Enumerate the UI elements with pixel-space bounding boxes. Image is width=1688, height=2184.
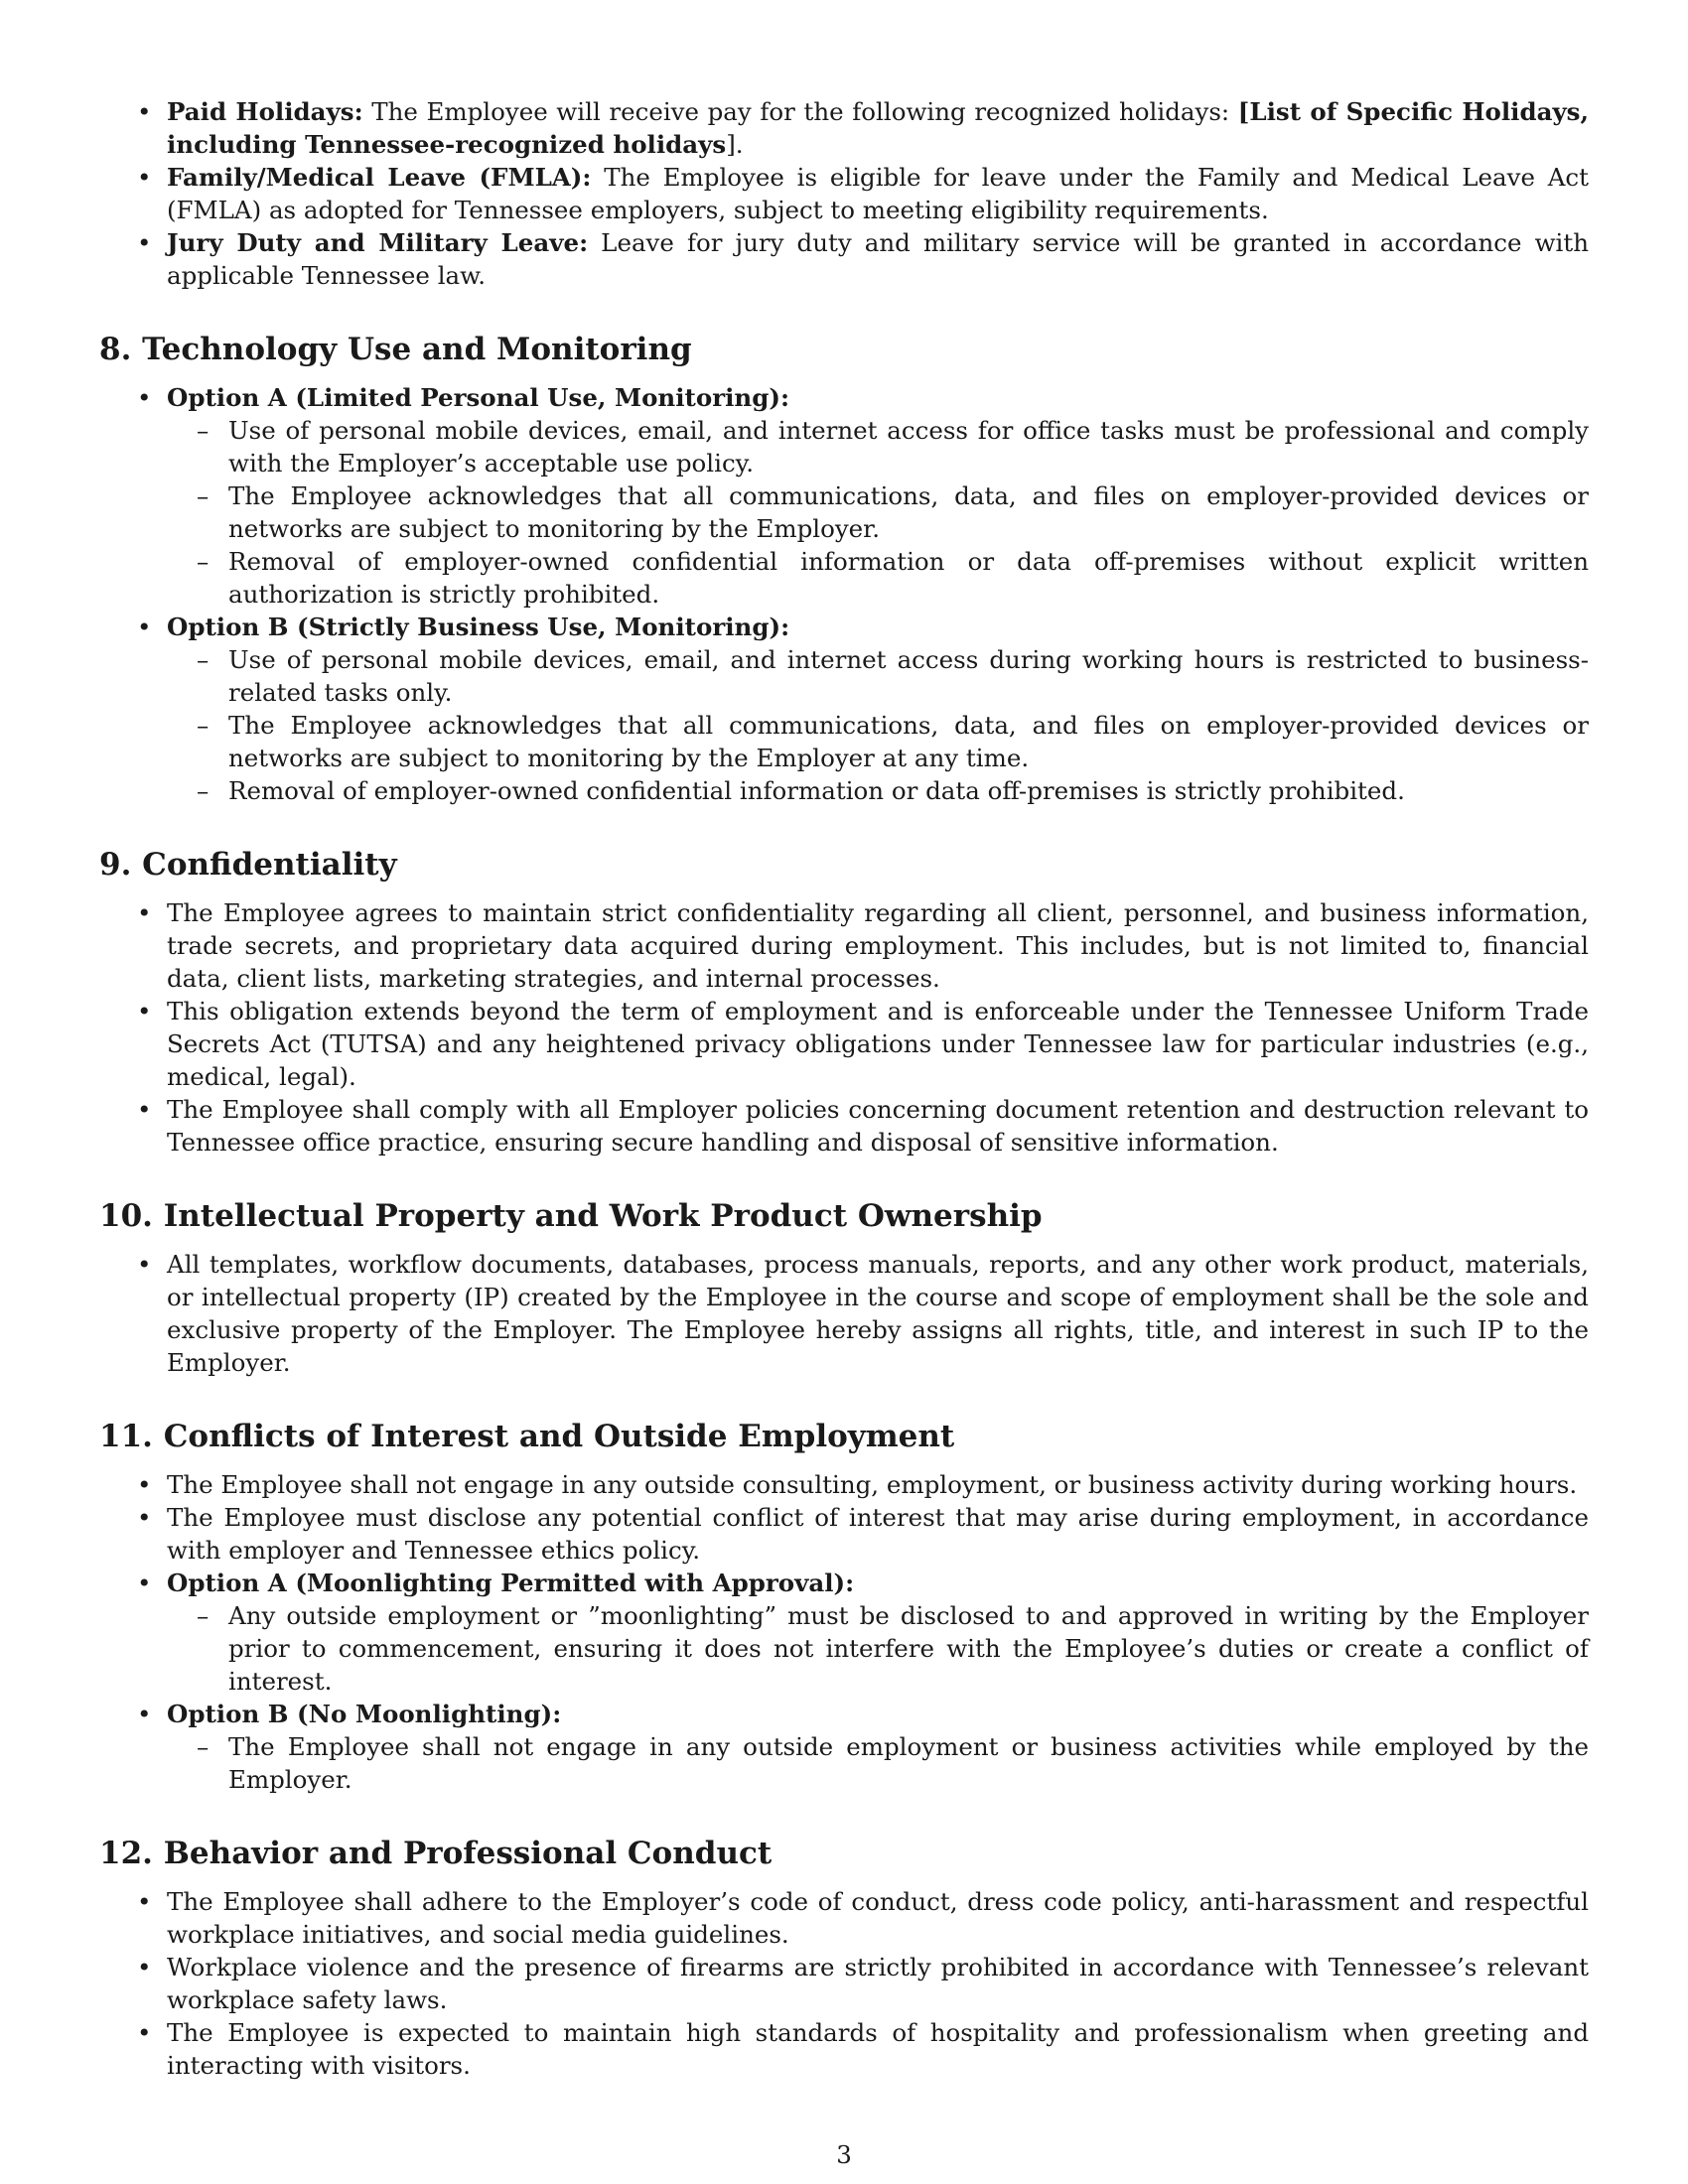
list-item: • The Employee shall comply with all Employer policies concerning document retention and destruction relevant to Tennessee office practice, ensuring secure handling and disposal of sensitive information.	[99, 1093, 1589, 1159]
list-item-s8-option-b	[99, 611, 1589, 807]
jury-label: Jury Duty and Military Leave:	[167, 228, 589, 257]
s11-option-a-sublist	[167, 1599, 1589, 1698]
s11-option-a-label: Option A (Moonlighting Permitted with Approval):	[167, 1569, 855, 1597]
section-8-list	[99, 381, 1589, 807]
list-item: • The Employee shall adhere to the Employer’s code of conduct, dress code policy, anti-harassment and respectful workplace initiatives, and social media guidelines.	[99, 1885, 1589, 1951]
section-12-list	[99, 1885, 1589, 2082]
list-item: – Removal of employer-owned confidential information or data off-premises is strictly prohibited.	[167, 774, 1589, 807]
list-item: • All templates, workflow documents, databases, process manuals, reports, and any other work product, materials, or intellectual property (IP) created by the Employee in the course and scope of employment shall be the sole and exclusive property of the Employer. The Employee hereby assigns all rights, title, and interest in such IP to the Employer.	[99, 1248, 1589, 1379]
list-item-s11-option-a	[99, 1567, 1589, 1698]
fmla-text: The Employee is eligible for leave under the Family and Medical Leave Act (FMLA) as adopted for Tennessee employers, subject to meeting eligibility requirements.	[167, 163, 1590, 224]
paid-holidays-label: Paid Holidays:	[167, 97, 363, 126]
leave-list	[99, 95, 1589, 292]
paid-holidays-placeholder: List of Specific Holidays, including Tennessee-recognized holidays	[167, 97, 1590, 159]
s11-option-b-sublist	[167, 1730, 1589, 1796]
section-8-heading: 8. Technology Use and Monitoring	[99, 332, 692, 367]
document-page	[99, 95, 1589, 2082]
list-item: – Any outside employment or ”moonlighting” must be disclosed to and approved in writing by the Employer prior to commencement, ensuring it does not interfere with the Employee’s duties or create a conflict of interest.	[167, 1599, 1589, 1698]
list-item: – The Employee acknowledges that all communications, data, and files on employer-provided devices or networks are subject to monitoring by the Employer.	[167, 479, 1589, 545]
paid-holidays-bracket-close: ].	[726, 130, 744, 159]
section-10-heading: 10. Intellectual Property and Work Product Ownership	[99, 1198, 1043, 1234]
list-item: • The Employee is expected to maintain high standards of hospitality and professionalism when greeting and interacting with visitors.	[99, 2016, 1589, 2082]
list-item: – Use of personal mobile devices, email, and internet access for office tasks must be professional and comply with the Employer’s acceptable use policy.	[167, 414, 1589, 479]
s8-option-b-label: Option B (Strictly Business Use, Monitoring):	[167, 613, 790, 641]
list-item: – The Employee shall not engage in any outside employment or business activities while employed by the Employer.	[167, 1730, 1589, 1796]
list-item-fmla	[99, 161, 1589, 226]
section-10-list	[99, 1248, 1589, 1379]
s11-option-b-label: Option B (No Moonlighting):	[167, 1700, 562, 1728]
list-item: • The Employee shall not engage in any outside consulting, employment, or business activity during working hours.	[99, 1468, 1589, 1501]
jury-text: Leave for jury duty and military service will be granted in accordance with applicable Tennessee law.	[167, 228, 1590, 290]
list-item-s11-option-b	[99, 1698, 1589, 1796]
section-11-list	[99, 1468, 1589, 1796]
list-item: – Removal of employer-owned confidential information or data off-premises without explicit written authorization is strictly prohibited.	[167, 545, 1589, 611]
list-item: – Use of personal mobile devices, email, and internet access during working hours is restricted to business-related tasks only.	[167, 643, 1589, 709]
list-item-s8-option-a	[99, 381, 1589, 611]
section-12-heading: 12. Behavior and Professional Conduct	[99, 1836, 773, 1871]
section-9-heading: 9. Confidentiality	[99, 847, 397, 883]
list-item: • The Employee must disclose any potential conflict of interest that may arise during employment, in accordance with employer and Tennessee ethics policy.	[99, 1501, 1589, 1567]
section-11-heading: 11. Conflicts of Interest and Outside Employment	[99, 1419, 955, 1454]
list-item: • Workplace violence and the presence of firearms are strictly prohibited in accordance with Tennessee’s relevant workplace safety laws.	[99, 1951, 1589, 2016]
fmla-label: Family/Medical Leave (FMLA):	[167, 163, 592, 192]
section-9-list	[99, 896, 1589, 1159]
s8-option-b-sublist	[167, 643, 1589, 807]
s8-option-a-sublist	[167, 414, 1589, 611]
paid-holidays-bracket-open: [	[1237, 97, 1250, 126]
list-item: – The Employee acknowledges that all communications, data, and files on employer-provided devices or networks are subject to monitoring by the Employer at any time.	[167, 709, 1589, 774]
list-item: • The Employee agrees to maintain strict confidentiality regarding all client, personnel, and business information, trade secrets, and proprietary data acquired during employment. This includes, but is not limited to, financial data, client lists, marketing strategies, and internal processes.	[99, 896, 1589, 995]
s8-option-a-label: Option A (Limited Personal Use, Monitoring):	[167, 383, 789, 412]
paid-holidays-text: The Employee will receive pay for the following recognized holidays:	[362, 97, 1238, 126]
list-item-paid-holidays	[99, 95, 1589, 161]
list-item-jury-duty	[99, 226, 1589, 292]
page-number: 3	[836, 2140, 852, 2169]
list-item: • This obligation extends beyond the term of employment and is enforceable under the Tennessee Uniform Trade Secrets Act (TUTSA) and any heightened privacy obligations under Tennessee law for particular industries (e.g., medical, legal).	[99, 995, 1589, 1093]
